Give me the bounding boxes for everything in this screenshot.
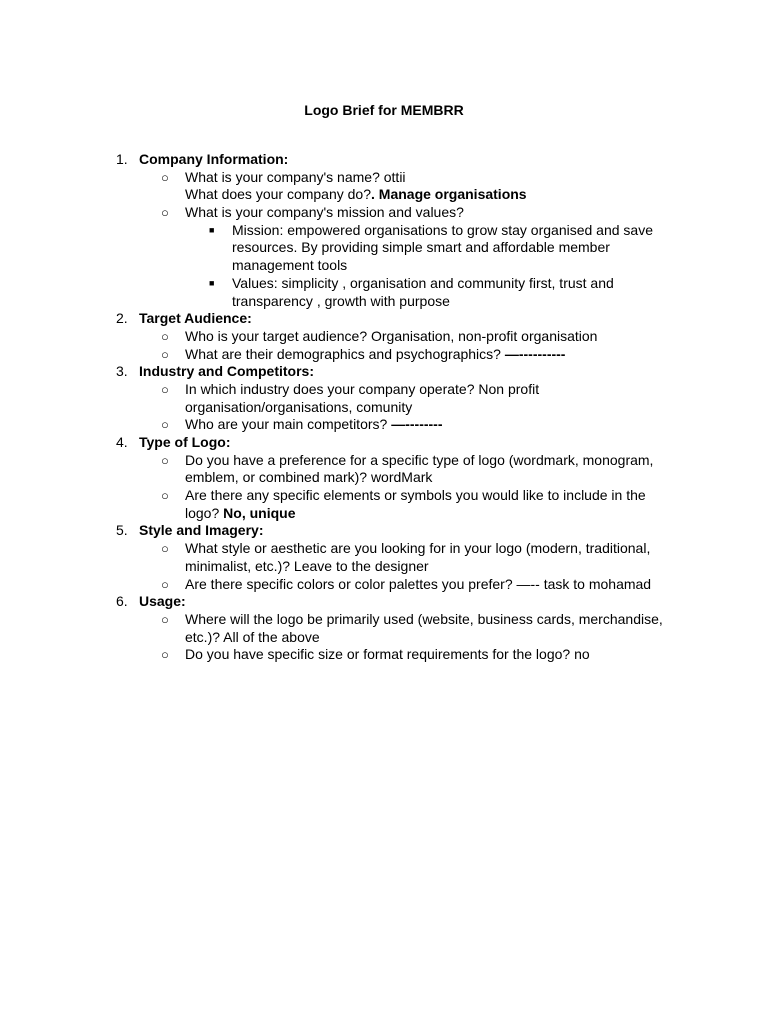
question-text: etc.)? All of the above — [185, 628, 320, 645]
circle-bullet-icon: ○ — [161, 611, 169, 627]
list-item — [0, 646, 768, 664]
section-heading: Type of Logo: — [139, 434, 231, 450]
question-text — [185, 186, 527, 204]
list-item — [0, 452, 768, 470]
mission-text: Mission: empowered organisations to grow stay organised and save — [232, 221, 654, 238]
circle-bullet-icon: ○ — [161, 169, 169, 185]
sub-list-item — [0, 275, 768, 293]
sub-list-item — [0, 222, 768, 240]
answer-bold: —-------- — [391, 416, 443, 433]
document-title: Logo Brief for MEMBRR — [304, 102, 464, 118]
brief-list — [0, 151, 768, 664]
list-item — [0, 346, 768, 364]
list-item-continuation — [0, 505, 768, 523]
circle-bullet-icon: ○ — [161, 417, 169, 433]
section-heading: Usage: — [139, 593, 186, 610]
circle-bullet-icon: ○ — [161, 452, 169, 468]
question-prefix: Who are your main competitors? — [185, 416, 392, 433]
square-bullet-icon: ■ — [209, 224, 215, 235]
list-item-continuation — [0, 469, 768, 487]
list-item — [0, 611, 768, 629]
sub-list-item-continuation — [0, 239, 768, 257]
list-item-continuation — [0, 399, 768, 417]
list-item — [0, 540, 768, 558]
list-item — [0, 416, 768, 434]
list-item-continuation — [0, 558, 768, 576]
question-text: organisation/organisations, comunity — [185, 398, 413, 415]
section-number: 3. — [116, 363, 128, 380]
answer-bold: —---------- — [504, 345, 566, 362]
question-text: minimalist, etc.)? Leave to the designer — [185, 557, 429, 574]
section-heading-usage — [0, 593, 768, 611]
sub-list-item-continuation — [0, 293, 768, 311]
question-text: Where will the logo be primarily used (website, business cards, merchandise, — [185, 610, 663, 627]
section-heading: Style and Imagery: — [139, 522, 264, 539]
circle-bullet-icon: ○ — [161, 346, 169, 362]
list-item-continuation — [0, 629, 768, 647]
question-text — [185, 505, 295, 523]
question-text: Are there any specific elements or symbols you would like to include in the — [185, 487, 646, 504]
circle-bullet-icon: ○ — [161, 576, 169, 592]
values-text: Values: simplicity , organisation and community first, trust and — [232, 274, 614, 291]
section-heading-type-of-logo — [0, 434, 768, 452]
circle-bullet-icon: ○ — [161, 205, 169, 221]
question-text: What style or aesthetic are you looking for in your logo (modern, traditional, — [185, 540, 651, 557]
question-text — [185, 346, 565, 364]
circle-bullet-icon: ○ — [161, 647, 169, 663]
question-text: What is your company's name? ottii — [185, 168, 406, 185]
section-number: 4. — [116, 434, 128, 450]
question-text: Do you have a preference for a specific type of logo (wordmark, monogram, — [185, 451, 654, 468]
section-number: 2. — [116, 310, 128, 327]
section-heading-target-audience — [0, 310, 768, 328]
list-item — [0, 381, 768, 399]
question-prefix: What are their demographics and psychographics? — [185, 345, 505, 362]
values-text: transparency , growth with purpose — [232, 292, 450, 309]
list-item — [0, 576, 768, 594]
sub-list-item-continuation — [0, 257, 768, 275]
question-text: In which industry does your company operate? Non profit — [185, 380, 540, 397]
question-text — [185, 416, 443, 434]
mission-text: resources. By providing simple smart and affordable member — [232, 239, 610, 256]
section-heading-company-information — [0, 151, 768, 169]
section-heading: Target Audience: — [139, 310, 252, 327]
circle-bullet-icon: ○ — [161, 381, 169, 397]
section-heading-industry-competitors — [0, 363, 768, 381]
section-number: 5. — [116, 522, 128, 539]
section-heading: Industry and Competitors: — [139, 363, 315, 380]
mission-text: management tools — [232, 257, 348, 274]
answer-bold: No, unique — [223, 504, 296, 521]
question-text: Are there specific colors or color palettes you prefer? —-- task to mohamad — [185, 575, 652, 592]
list-item — [0, 169, 768, 187]
question-prefix: logo? — [185, 504, 224, 521]
circle-bullet-icon: ○ — [161, 328, 169, 344]
list-item — [0, 487, 768, 505]
square-bullet-icon: ■ — [209, 277, 215, 288]
question-text: Do you have specific size or format requirements for the logo? no — [185, 646, 590, 663]
section-number: 1. — [116, 151, 128, 167]
section-number: 6. — [116, 593, 128, 610]
list-item-continuation — [0, 186, 768, 204]
list-item — [0, 204, 768, 222]
question-text: Who is your target audience? Organisation, non-profit organisation — [185, 327, 598, 344]
question-prefix: What does your company do? — [185, 186, 371, 203]
section-heading-style-imagery — [0, 522, 768, 540]
list-item — [0, 328, 768, 346]
section-heading: Company Information: — [139, 151, 289, 167]
answer-bold: . Manage organisations — [371, 186, 527, 203]
circle-bullet-icon: ○ — [161, 488, 169, 504]
question-text: emblem, or combined mark)? wordMark — [185, 469, 433, 486]
circle-bullet-icon: ○ — [161, 541, 169, 557]
question-text: What is your company's mission and values? — [185, 204, 464, 221]
